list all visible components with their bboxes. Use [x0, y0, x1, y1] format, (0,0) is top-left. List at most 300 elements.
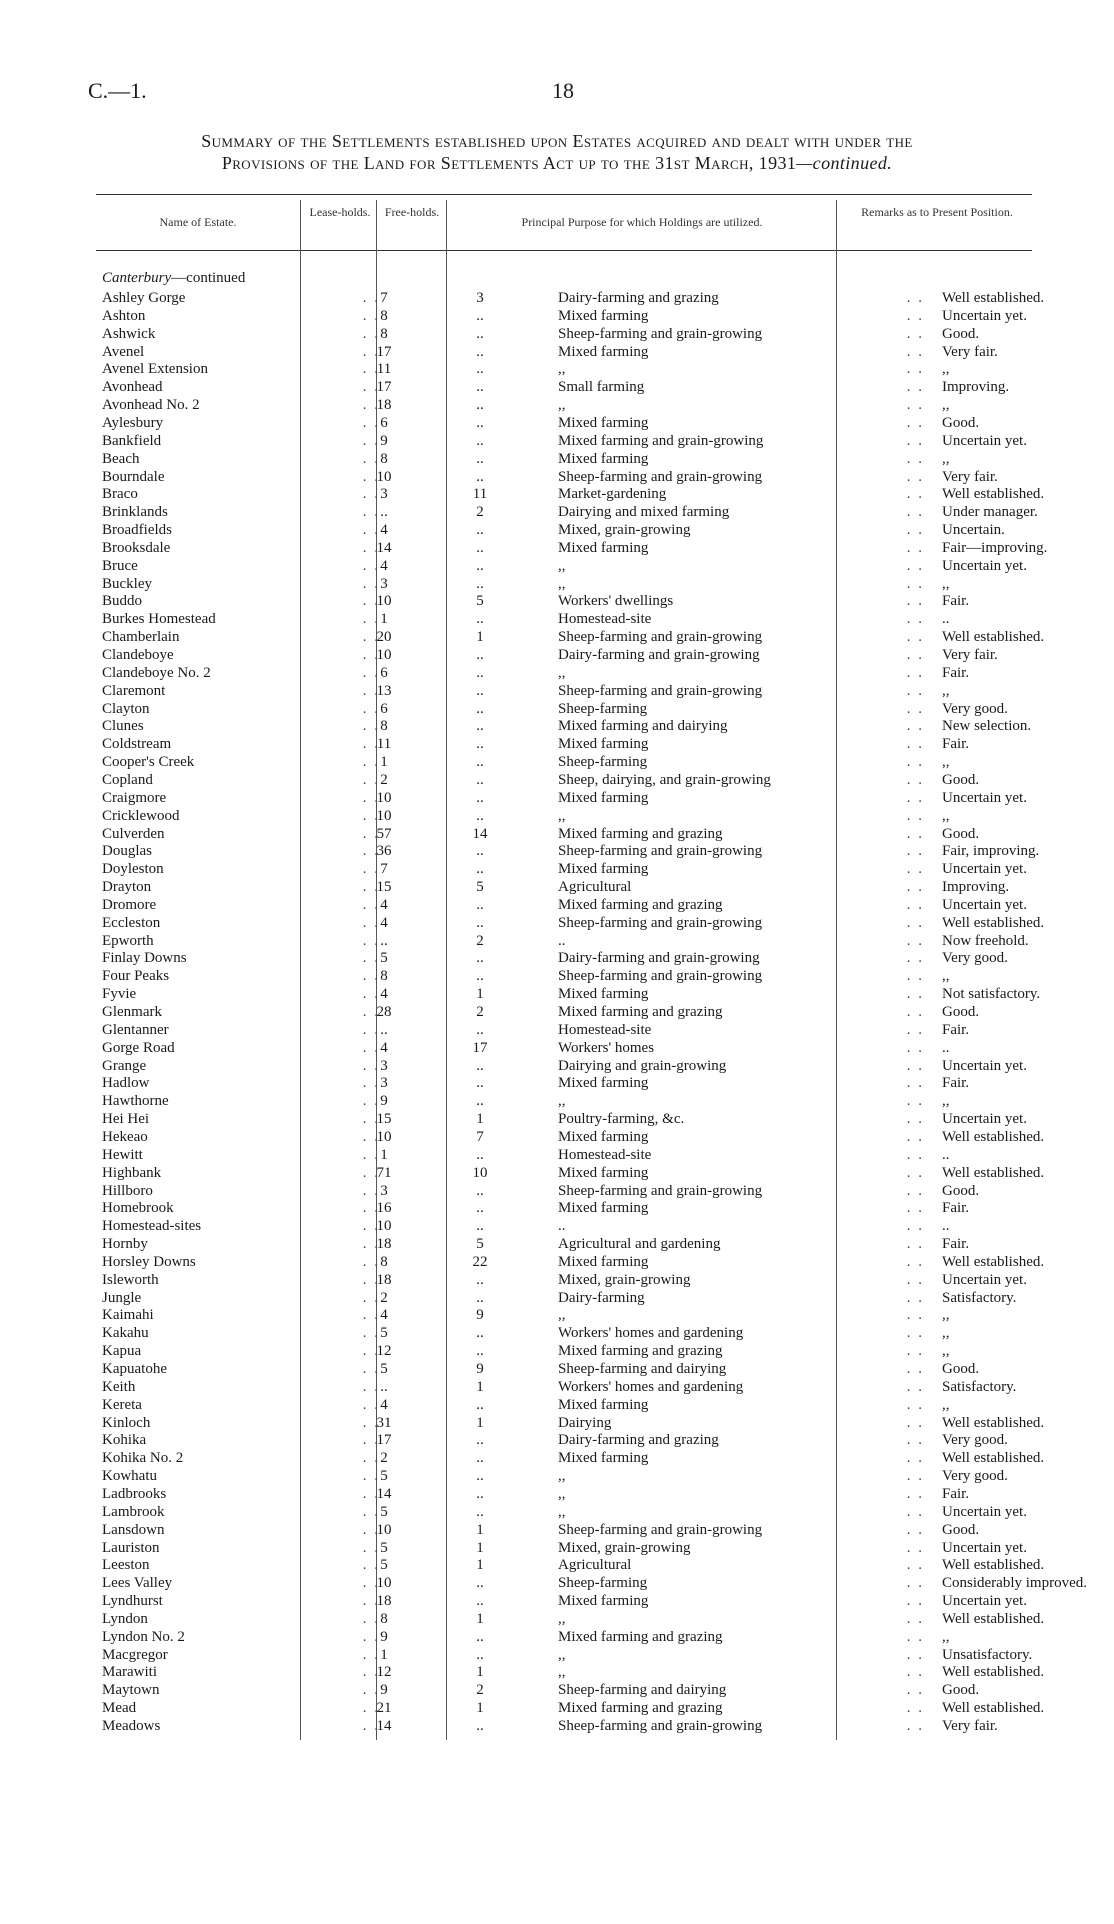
- freeholds-count: 1: [476, 1700, 484, 1717]
- leader-dots: . .: [906, 1146, 924, 1163]
- leaseholds-count: 9: [380, 432, 388, 449]
- table-row: [96, 1110, 1032, 1128]
- principal-purpose: Sheep-farming and grain-growing: [558, 843, 763, 860]
- leader-dots: . .: [362, 290, 380, 306]
- estate-name: Clandeboye: [102, 647, 174, 663]
- leaseholds-count: 3: [380, 1075, 388, 1092]
- leader-dots: . .: [906, 914, 924, 931]
- table-row: [96, 735, 1032, 753]
- principal-purpose: Agricultural and gardening: [558, 1236, 721, 1253]
- remark: Not satisfactory.: [942, 986, 1041, 1003]
- leaseholds-count: 10: [376, 647, 392, 663]
- leader-dots: . .: [362, 647, 380, 663]
- principal-purpose: Sheep-farming: [558, 1575, 648, 1592]
- principal-purpose: Mixed farming and grazing: [558, 1700, 723, 1717]
- principal-purpose: Mixed farming and grazing: [558, 825, 723, 842]
- leader-dots: . .: [906, 1718, 924, 1734]
- principal-purpose: Sheep-farming and grain-growing: [558, 682, 763, 699]
- estate-name: Cricklewood: [102, 807, 180, 824]
- leader-dots: . .: [362, 1128, 380, 1145]
- principal-purpose: Small farming: [558, 379, 645, 396]
- table-row: [96, 289, 1045, 307]
- leaseholds-count: 6: [380, 414, 388, 431]
- table-row: [96, 485, 1045, 503]
- leader-dots: . .: [906, 1610, 924, 1627]
- leader-dots: . .: [906, 504, 924, 521]
- estate-name: Avenel: [102, 343, 145, 360]
- leader-dots: . .: [362, 450, 380, 467]
- leader-dots: . .: [906, 1343, 924, 1360]
- leader-dots: . .: [906, 593, 924, 610]
- leader-dots: . .: [906, 379, 924, 396]
- freeholds-count: ..: [476, 647, 484, 663]
- table-row: [96, 396, 1032, 414]
- principal-purpose: Sheep-farming and grain-growing: [558, 325, 763, 342]
- remark: ,,: [942, 1343, 950, 1360]
- freeholds-count: 1: [476, 1557, 484, 1574]
- principal-purpose: ,,: [558, 1664, 566, 1681]
- remark: Well established.: [942, 1450, 1045, 1467]
- remark: Very good.: [942, 1432, 1008, 1449]
- principal-purpose: Sheep-farming and dairying: [558, 1682, 727, 1699]
- leader-dots: . .: [906, 861, 924, 878]
- leader-dots: . .: [906, 522, 924, 539]
- leaseholds-count: 4: [380, 1396, 388, 1413]
- table-row: [96, 557, 1032, 575]
- estate-name: Lansdown: [102, 1521, 165, 1538]
- leader-dots: . .: [906, 647, 924, 663]
- leaseholds-count: 3: [380, 1057, 388, 1074]
- table-row: [96, 503, 1038, 521]
- table-row: [96, 807, 1032, 825]
- table-row: [96, 1574, 1087, 1592]
- leader-dots: . .: [362, 1361, 380, 1377]
- freeholds-count: ..: [476, 379, 484, 396]
- table-row: [96, 592, 1032, 610]
- leader-dots: . .: [906, 1468, 924, 1485]
- estate-name: Glentanner: [102, 1021, 169, 1038]
- leaseholds-count: 18: [376, 397, 392, 414]
- freeholds-count: ..: [476, 575, 484, 592]
- leaseholds-count: ..: [380, 1021, 388, 1038]
- leader-dots: . .: [362, 1682, 380, 1699]
- section-heading: [102, 270, 245, 287]
- estate-name: Eccleston: [102, 914, 161, 931]
- column-header-purpose: Principal Purpose for which Holdings are utilized.: [521, 215, 763, 229]
- estate-name: Chamberlain: [102, 629, 180, 646]
- table-row: [96, 414, 1032, 432]
- remark: Well established.: [942, 290, 1045, 306]
- table-row: [96, 1699, 1045, 1717]
- leader-dots: . .: [362, 1236, 380, 1253]
- leader-dots: . .: [906, 539, 924, 556]
- leader-dots: . .: [362, 807, 380, 824]
- table-row: [96, 949, 1032, 967]
- principal-purpose: Sheep, dairying, and grain-growing: [558, 771, 771, 788]
- principal-purpose: Agricultural: [558, 879, 632, 896]
- leader-dots: . .: [906, 1432, 924, 1449]
- table-row: [96, 1057, 1032, 1075]
- remark: Uncertain yet.: [942, 432, 1027, 449]
- title-continued: —continued.: [796, 153, 893, 173]
- leaseholds-count: 20: [376, 629, 392, 646]
- remark: Good.: [942, 414, 980, 431]
- leaseholds-count: 9: [380, 1628, 388, 1645]
- leader-dots: . .: [362, 1593, 380, 1610]
- table-row: [96, 1539, 1032, 1557]
- leaseholds-count: 5: [380, 1468, 388, 1485]
- remark: Uncertain yet.: [942, 789, 1027, 806]
- remark: Well established.: [942, 1610, 1045, 1627]
- principal-purpose: ,,: [558, 1485, 566, 1502]
- leader-dots: . .: [362, 1039, 380, 1056]
- leader-dots: . .: [362, 718, 380, 735]
- leader-dots: . .: [906, 1485, 924, 1502]
- principal-purpose: ,,: [558, 1307, 566, 1324]
- remark: Unsatisfactory.: [942, 1646, 1033, 1663]
- table-row: [96, 521, 1032, 539]
- freeholds-count: 1: [476, 1111, 484, 1128]
- leader-dots: . .: [906, 290, 924, 306]
- leaseholds-count: 3: [380, 1182, 388, 1199]
- estate-name: Lauriston: [102, 1539, 160, 1556]
- remark: Satisfactory.: [942, 1289, 1017, 1306]
- page-number: 18: [552, 78, 574, 103]
- principal-purpose: ,,: [558, 1646, 566, 1663]
- table-row: [96, 610, 1032, 628]
- remark: Good.: [942, 1682, 980, 1699]
- leaseholds-count: 10: [376, 468, 392, 485]
- leader-dots: . .: [906, 986, 924, 1003]
- principal-purpose: Mixed farming: [558, 450, 649, 467]
- freeholds-count: ..: [476, 807, 484, 824]
- freeholds-count: 5: [476, 593, 484, 610]
- leaseholds-count: 14: [376, 1718, 392, 1734]
- leader-dots: . .: [906, 1039, 924, 1056]
- table-row: [96, 343, 1032, 361]
- leaseholds-count: 12: [376, 1343, 392, 1360]
- table-row: [96, 646, 1032, 664]
- leaseholds-count: 3: [380, 486, 388, 503]
- freeholds-count: ..: [476, 754, 484, 771]
- leader-dots: . .: [362, 1057, 380, 1074]
- estate-name: Hewitt: [102, 1146, 143, 1163]
- leader-dots: . .: [362, 825, 380, 842]
- principal-purpose: ,,: [558, 557, 566, 574]
- principal-purpose: ..: [558, 932, 566, 949]
- remark: ..: [942, 1039, 950, 1056]
- estate-name: Fyvie: [102, 986, 137, 1003]
- remark: Well established.: [942, 1253, 1045, 1270]
- estate-name: Four Peaks: [102, 968, 170, 985]
- remark: ,,: [942, 1093, 950, 1110]
- table-row: [96, 1217, 1032, 1235]
- estate-name: Clayton: [102, 700, 150, 717]
- leader-dots: . .: [906, 1539, 924, 1556]
- freeholds-count: 1: [476, 1539, 484, 1556]
- title-line-1: Summary of the Settlements established upon Estates acquired and dealt with under the: [201, 131, 913, 151]
- estate-name: Dromore: [102, 896, 157, 913]
- remark: ,,: [942, 968, 950, 985]
- table-row: [96, 1628, 1032, 1646]
- principal-purpose: Sheep-farming and grain-growing: [558, 468, 763, 485]
- leader-dots: . .: [362, 1521, 380, 1538]
- leader-dots: . .: [362, 1414, 380, 1431]
- leader-dots: . .: [362, 1450, 380, 1467]
- leaseholds-count: 5: [380, 1557, 388, 1574]
- leader-dots: . .: [906, 825, 924, 842]
- leader-dots: . .: [362, 432, 380, 449]
- table-row: [96, 825, 1032, 843]
- leader-dots: . .: [906, 700, 924, 717]
- leaseholds-count: 17: [376, 343, 392, 360]
- freeholds-count: ..: [476, 1503, 484, 1520]
- remark: Well established.: [942, 1557, 1045, 1574]
- freeholds-count: ..: [476, 664, 484, 681]
- leader-dots: . .: [362, 343, 380, 360]
- principal-purpose: Mixed farming: [558, 736, 649, 753]
- leader-dots: . .: [906, 1557, 924, 1574]
- leaseholds-count: 17: [376, 379, 392, 396]
- leaseholds-count: 10: [376, 789, 392, 806]
- freeholds-count: 1: [476, 1378, 484, 1395]
- freeholds-count: ..: [476, 522, 484, 539]
- remark: Fair.: [942, 736, 970, 753]
- leader-dots: . .: [362, 557, 380, 574]
- table-row: [96, 450, 1032, 468]
- table-row: [96, 789, 1032, 807]
- leaseholds-count: 4: [380, 896, 388, 913]
- leader-dots: . .: [906, 1361, 924, 1377]
- freeholds-count: ..: [476, 361, 484, 378]
- remark: ,,: [942, 682, 950, 699]
- estate-name: Kapua: [102, 1343, 142, 1360]
- leaseholds-count: 71: [376, 1164, 392, 1181]
- leader-dots: . .: [906, 325, 924, 342]
- remark: ,,: [942, 397, 950, 414]
- table-row: [96, 1306, 1032, 1324]
- leaseholds-count: 4: [380, 557, 388, 574]
- estate-name: Kakahu: [102, 1325, 149, 1342]
- table-row: [96, 1431, 1032, 1449]
- leader-dots: . .: [362, 682, 380, 699]
- freeholds-count: 11: [472, 486, 488, 503]
- freeholds-count: ..: [476, 914, 484, 931]
- freeholds-count: 14: [472, 825, 488, 842]
- freeholds-count: ..: [476, 1485, 484, 1502]
- principal-purpose: Sheep-farming and grain-growing: [558, 1521, 763, 1538]
- principal-purpose: ,,: [558, 1468, 566, 1485]
- estate-name: Gorge Road: [102, 1039, 175, 1056]
- leaseholds-count: 4: [380, 1039, 388, 1056]
- leader-dots: . .: [362, 1093, 380, 1110]
- estate-name: Kohika: [102, 1432, 147, 1449]
- leaseholds-count: 5: [380, 1361, 388, 1377]
- leader-dots: . .: [906, 1128, 924, 1145]
- estate-name: Leeston: [102, 1557, 150, 1574]
- estate-name: Kapuatohe: [102, 1361, 167, 1377]
- leader-dots: . .: [362, 664, 380, 681]
- principal-purpose: Homestead-site: [558, 1146, 652, 1163]
- principal-purpose: Homestead-site: [558, 1021, 652, 1038]
- table-row: [96, 1253, 1045, 1271]
- freeholds-count: ..: [476, 450, 484, 467]
- estate-name: Copland: [102, 771, 153, 788]
- principal-purpose: Mixed farming: [558, 1128, 649, 1145]
- page-title: [80, 130, 1034, 174]
- remark: ,,: [942, 450, 950, 467]
- leader-dots: . .: [362, 414, 380, 431]
- estate-name: Hornby: [102, 1236, 148, 1253]
- remark: ,,: [942, 361, 950, 378]
- estate-name: Buckley: [102, 575, 152, 592]
- principal-purpose: ..: [558, 1218, 566, 1235]
- leader-dots: . .: [362, 1075, 380, 1092]
- freeholds-count: ..: [476, 861, 484, 878]
- freeholds-count: ..: [476, 700, 484, 717]
- principal-purpose: Mixed farming and grazing: [558, 1343, 723, 1360]
- remark: ,,: [942, 1307, 950, 1324]
- remark: Well established.: [942, 629, 1045, 646]
- estate-name: Ladbrooks: [102, 1485, 167, 1502]
- principal-purpose: Mixed farming: [558, 307, 649, 324]
- principal-purpose: Mixed farming: [558, 539, 649, 556]
- leader-dots: . .: [362, 1164, 380, 1181]
- leaseholds-count: 2: [380, 771, 388, 788]
- freeholds-count: 2: [476, 1682, 484, 1699]
- remark: Uncertain yet.: [942, 1503, 1027, 1520]
- table-row: [96, 1378, 1032, 1396]
- leader-dots: . .: [906, 1111, 924, 1128]
- leader-dots: . .: [362, 700, 380, 717]
- leader-dots: . .: [906, 807, 924, 824]
- estate-name: Avonhead No. 2: [102, 397, 200, 414]
- remark: ,,: [942, 1325, 950, 1342]
- leader-dots: . .: [362, 539, 380, 556]
- leaseholds-count: 8: [380, 1610, 388, 1627]
- leader-dots: . .: [906, 486, 924, 503]
- freeholds-count: 10: [472, 1164, 488, 1181]
- principal-purpose: Mixed farming and grazing: [558, 896, 723, 913]
- table-row: [96, 628, 1045, 646]
- column-header-remarks: Remarks as to Present Position.: [861, 205, 1013, 219]
- table-row: [96, 1717, 1032, 1735]
- principal-purpose: ,,: [558, 1093, 566, 1110]
- freeholds-count: ..: [476, 1218, 484, 1235]
- table-row: [96, 1324, 1032, 1342]
- leader-dots: . .: [906, 789, 924, 806]
- remark: ,,: [942, 1628, 950, 1645]
- table-row: [96, 967, 1032, 985]
- principal-purpose: Dairy-farming and grain-growing: [558, 950, 760, 967]
- remark: Improving.: [942, 879, 1010, 896]
- principal-purpose: Market-gardening: [558, 486, 667, 503]
- remark: Well established.: [942, 914, 1045, 931]
- leader-dots: . .: [906, 468, 924, 485]
- leader-dots: . .: [906, 1182, 924, 1199]
- leader-dots: . .: [906, 557, 924, 574]
- leader-dots: . .: [906, 1503, 924, 1520]
- estate-name: Finlay Downs: [102, 950, 187, 967]
- estate-name: Homestead-sites: [102, 1218, 202, 1235]
- leaseholds-count: 5: [380, 1503, 388, 1520]
- leader-dots: . .: [362, 1700, 380, 1717]
- leaseholds-count: 8: [380, 450, 388, 467]
- principal-purpose: Mixed farming: [558, 1593, 649, 1610]
- estate-name: Ashley Gorge: [102, 290, 186, 306]
- remark: Uncertain yet.: [942, 307, 1027, 324]
- principal-purpose: Sheep-farming and grain-growing: [558, 1718, 763, 1734]
- principal-purpose: Sheep-farming: [558, 700, 648, 717]
- leaseholds-count: 21: [376, 1700, 392, 1717]
- estate-name: Drayton: [102, 879, 152, 896]
- estate-name: Hekeao: [102, 1128, 148, 1145]
- remark: Uncertain yet.: [942, 861, 1027, 878]
- remark: Very fair.: [942, 647, 998, 663]
- freeholds-count: ..: [476, 432, 484, 449]
- estate-name: Lyndhurst: [102, 1593, 163, 1610]
- principal-purpose: Mixed farming and grain-growing: [558, 432, 764, 449]
- remark: Fair.: [942, 1075, 970, 1092]
- estate-name: Keith: [102, 1378, 136, 1395]
- freeholds-count: ..: [476, 414, 484, 431]
- estate-name: Hadlow: [102, 1075, 150, 1092]
- remark: Good.: [942, 825, 980, 842]
- leader-dots: . .: [362, 1182, 380, 1199]
- estate-name: Bankfield: [102, 432, 162, 449]
- leader-dots: . .: [906, 1236, 924, 1253]
- table-row: [96, 1003, 1032, 1021]
- leaseholds-count: 11: [376, 361, 392, 378]
- leader-dots: . .: [906, 1325, 924, 1342]
- leaseholds-count: 7: [380, 861, 388, 878]
- leader-dots: . .: [362, 1146, 380, 1163]
- principal-purpose: Workers' dwellings: [558, 593, 674, 610]
- estate-name: Horsley Downs: [102, 1253, 196, 1270]
- leaseholds-count: 4: [380, 522, 388, 539]
- leader-dots: . .: [362, 932, 380, 949]
- principal-purpose: Mixed farming and dairying: [558, 718, 728, 735]
- table-row: [96, 1271, 1032, 1289]
- remark: Very good.: [942, 1468, 1008, 1485]
- leader-dots: . .: [906, 629, 924, 646]
- table-row: [96, 985, 1041, 1003]
- leaseholds-count: ..: [380, 1378, 388, 1395]
- leaseholds-count: 10: [376, 1218, 392, 1235]
- freeholds-count: 2: [476, 1004, 484, 1020]
- freeholds-count: 9: [476, 1361, 484, 1377]
- freeholds-count: 17: [472, 1039, 488, 1056]
- remark: Fair, improving.: [942, 843, 1040, 860]
- freeholds-count: ..: [476, 397, 484, 414]
- freeholds-count: ..: [476, 1021, 484, 1038]
- freeholds-count: ..: [476, 1628, 484, 1645]
- principal-purpose: Mixed farming: [558, 343, 649, 360]
- leader-dots: . .: [362, 575, 380, 592]
- table-row: [96, 682, 1032, 700]
- table-row: [96, 753, 1032, 771]
- leader-dots: . .: [362, 1485, 380, 1502]
- estate-name: Braco: [102, 486, 138, 503]
- estate-name: Glenmark: [102, 1004, 162, 1020]
- estate-name: Macgregor: [102, 1646, 168, 1663]
- table-row: [96, 1449, 1045, 1467]
- leaseholds-count: 15: [376, 879, 392, 896]
- principal-purpose: Dairy-farming: [558, 1289, 645, 1306]
- remark: ..: [942, 1146, 950, 1163]
- remark: ,,: [942, 754, 950, 771]
- freeholds-count: ..: [476, 307, 484, 324]
